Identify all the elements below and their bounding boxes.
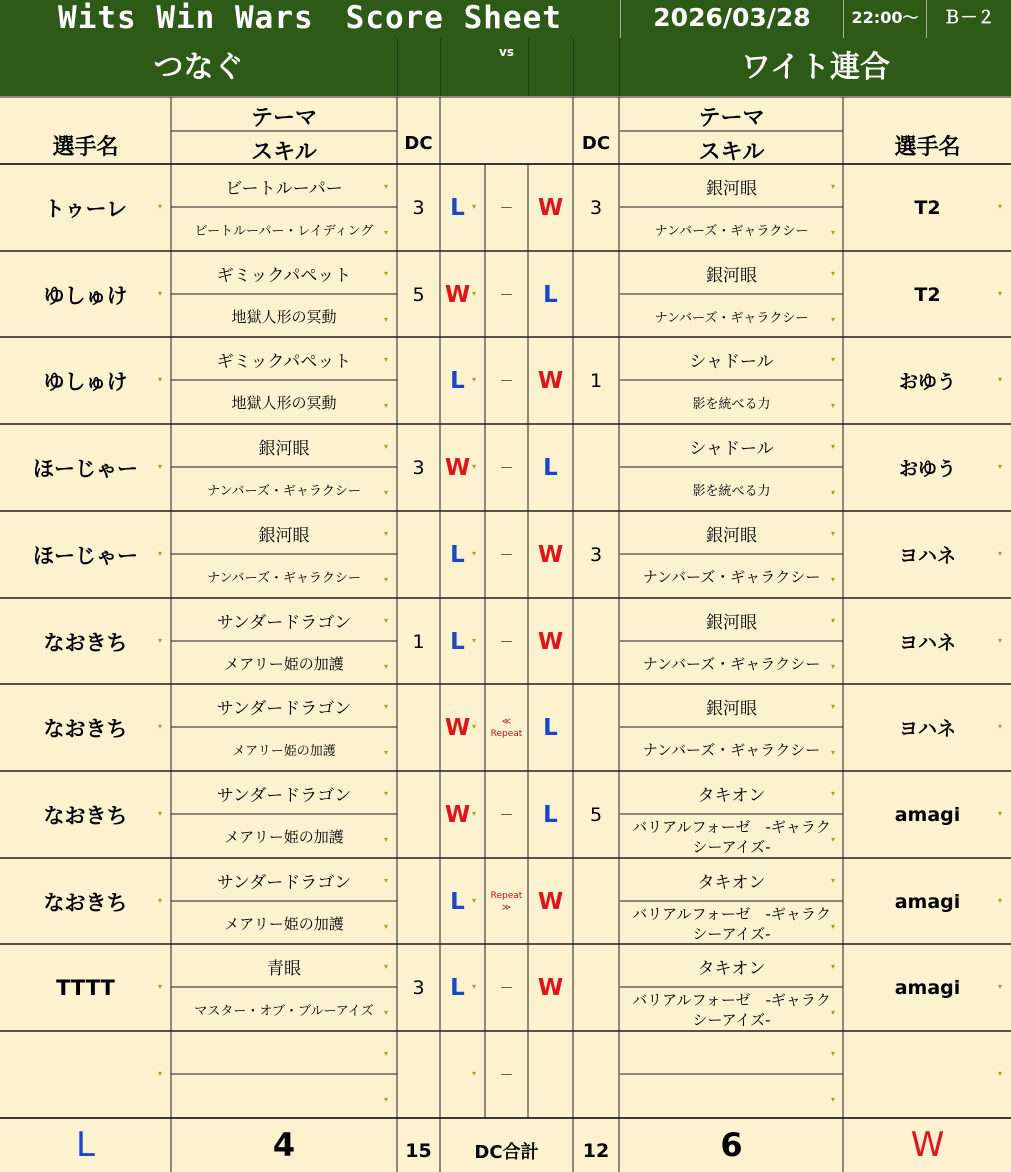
left-dc-cell[interactable]: 1 [412,630,425,653]
right-theme-cell[interactable]: タキオン [697,785,766,806]
right-dc-cell[interactable]: 3 [589,543,603,566]
right-skill-cell[interactable]: ナンバーズ・ギャラクシー [642,655,821,673]
repeat-marker: Repeat ≫ [490,890,523,913]
left-theme-header: テーマ [250,106,317,131]
left-skill-cell[interactable]: ナンバーズ・ギャラクシー [207,484,361,499]
team-bar [0,38,1011,96]
left-skill-cell[interactable]: 地獄人形の冥動 [231,308,337,326]
right-skill-cell[interactable]: ナンバーズ・ギャラクシー [654,224,809,239]
dropdown-arrow-icon[interactable]: ▾ [384,182,389,191]
left-total-wins: 4 [272,1126,296,1164]
right-result-cell[interactable]: W [537,367,564,394]
right-skill-header: スキル [698,140,765,165]
dropdown-arrow-icon[interactable]: ▾ [831,182,836,191]
dropdown-arrow-icon[interactable]: ▾ [384,401,389,410]
right-dc-cell[interactable] [573,251,619,338]
right-player-cell[interactable] [844,1031,1011,1118]
dropdown-arrow-icon[interactable]: ▾ [384,835,389,844]
right-dc-cell[interactable] [573,684,619,771]
right-skill-cell[interactable] [620,1075,843,1118]
right-theme-cell[interactable]: 銀河眼 [706,178,757,199]
dropdown-arrow-icon[interactable]: ▾ [831,616,836,625]
right-theme-cell[interactable]: タキオン [697,872,766,893]
left-player-cell[interactable]: なおきち [43,630,128,655]
dropdown-arrow-icon[interactable]: ▾ [998,461,1003,471]
dropdown-arrow-icon[interactable]: ▾ [998,981,1003,991]
left-result-cell[interactable]: L [450,974,465,1001]
right-skill-cell[interactable]: バリアルフォーゼ -ギャラクシーアイズ- [632,990,831,1029]
dropdown-arrow-icon[interactable]: ▾ [472,461,477,471]
dropdown-arrow-icon[interactable]: ▾ [158,1068,163,1078]
right-skill-cell[interactable]: 影を統べる力 [692,484,771,499]
right-skill-cell[interactable]: 影を統べる力 [692,397,771,412]
left-dc-cell[interactable]: 3 [412,196,425,219]
dropdown-arrow-icon[interactable]: ▾ [472,808,477,818]
left-player-cell[interactable]: ゆしゅけ [43,283,128,308]
left-result-cell[interactable]: W [444,714,471,741]
dropdown-arrow-icon[interactable]: ▾ [998,635,1003,645]
left-result-cell[interactable]: W [444,281,471,308]
left-dc-cell[interactable] [397,771,440,858]
match-separator: － [499,373,514,390]
dropdown-arrow-icon[interactable]: ▾ [831,488,836,497]
dropdown-arrow-icon[interactable]: ▾ [831,315,836,324]
dropdown-arrow-icon[interactable]: ▾ [831,702,836,711]
dropdown-arrow-icon[interactable]: ▾ [998,721,1003,731]
match-block: Ｂ－２ [943,8,995,28]
sheet-title: Wits Win Wars Score Sheet [58,0,562,36]
right-player-cell[interactable]: ヨハネ [898,632,956,654]
match-separator: － [499,287,514,304]
dropdown-arrow-icon[interactable]: ▾ [831,922,836,931]
right-skill-cell[interactable]: ナンバーズ・ギャラクシー [642,568,821,586]
dropdown-arrow-icon[interactable]: ▾ [384,269,389,278]
vs-label: vs [499,45,514,59]
match-separator: － [499,1067,514,1084]
dropdown-arrow-icon[interactable]: ▾ [158,461,163,471]
dropdown-arrow-icon[interactable]: ▾ [384,228,389,237]
dropdown-arrow-icon[interactable]: ▾ [384,789,389,798]
left-theme-cell[interactable]: ビートルーパー [225,178,343,199]
right-dc-cell[interactable]: 5 [589,803,603,826]
dropdown-arrow-icon[interactable]: ▾ [158,808,163,818]
match-separator: － [499,807,514,824]
left-skill-cell[interactable]: メアリー姫の加護 [224,915,344,933]
dropdown-arrow-icon[interactable]: ▾ [831,748,836,757]
dropdown-arrow-icon[interactable]: ▾ [831,789,836,798]
right-team-name: ワイト連合 [740,50,891,85]
dropdown-arrow-icon[interactable]: ▾ [384,575,389,584]
dropdown-arrow-icon[interactable]: ▾ [831,835,836,844]
right-theme-cell[interactable]: 銀河眼 [706,698,757,719]
left-player-cell[interactable]: トゥーレ [43,196,128,221]
left-result-cell[interactable]: L [450,888,465,915]
match-separator: － [499,980,514,997]
right-theme-cell[interactable]: シャドール [689,351,774,372]
right-dc-cell[interactable]: 1 [589,369,603,392]
dropdown-arrow-icon[interactable]: ▾ [158,635,163,645]
dropdown-arrow-icon[interactable]: ▾ [831,401,836,410]
left-dc-cell[interactable]: 3 [412,976,425,999]
right-theme-cell[interactable]: シャドール [689,438,774,459]
right-final-result: W [910,1125,945,1165]
left-dc-total: 15 [405,1140,432,1162]
dropdown-arrow-icon[interactable]: ▾ [384,662,389,671]
match-separator: － [499,200,514,217]
left-player-cell[interactable]: なおきち [43,716,128,741]
dropdown-arrow-icon[interactable]: ▾ [384,616,389,625]
dropdown-arrow-icon[interactable]: ▾ [384,488,389,497]
left-result-cell[interactable]: L [450,194,465,221]
dropdown-arrow-icon[interactable]: ▾ [384,1095,389,1104]
left-player-cell[interactable]: TTTT [56,975,115,1000]
left-skill-cell[interactable]: マスター・オブ・ブルーアイズ [194,1004,374,1019]
dropdown-arrow-icon[interactable]: ▾ [472,981,477,991]
dropdown-arrow-icon[interactable]: ▾ [384,748,389,757]
left-result-cell[interactable]: W [444,454,471,481]
right-dc-cell[interactable] [573,858,619,945]
right-dc-cell[interactable] [573,598,619,685]
right-dc-cell[interactable] [573,1031,619,1118]
right-player-cell[interactable]: おゆう [898,458,956,480]
dropdown-arrow-icon[interactable]: ▾ [472,374,477,384]
dropdown-arrow-icon[interactable]: ▾ [831,355,836,364]
right-theme-header: テーマ [698,106,765,131]
dropdown-arrow-icon[interactable]: ▾ [384,315,389,324]
dropdown-arrow-icon[interactable]: ▾ [472,288,477,298]
right-skill-cell[interactable]: バリアルフォーゼ -ギャラクシーアイズ- [632,817,831,856]
dropdown-arrow-icon[interactable]: ▾ [158,288,163,298]
left-team-name: つなぐ [153,50,244,85]
left-dc-cell[interactable]: 5 [412,283,425,306]
right-result-cell[interactable] [528,1031,573,1118]
dropdown-arrow-icon[interactable]: ▾ [998,201,1003,211]
left-theme-cell[interactable]: サンダードラゴン [216,698,352,719]
right-player-cell[interactable]: ヨハネ [898,545,956,567]
dropdown-arrow-icon[interactable]: ▾ [158,721,163,731]
left-theme-cell[interactable]: ギミックパペット [216,351,352,372]
right-result-cell[interactable]: W [537,628,564,655]
right-dc-cell[interactable]: 3 [589,196,603,219]
left-theme-cell[interactable]: サンダードラゴン [216,872,352,893]
left-player-cell[interactable]: なおきち [43,803,128,828]
dropdown-arrow-icon[interactable]: ▾ [831,442,836,451]
dropdown-arrow-icon[interactable]: ▾ [831,1095,836,1104]
right-result-cell[interactable]: W [537,541,564,568]
right-result-cell[interactable]: L [543,454,558,481]
right-player-cell[interactable]: T2 [914,196,941,219]
dropdown-arrow-icon[interactable]: ▾ [998,374,1003,384]
right-total-wins: 6 [720,1126,743,1164]
right-dc-total: 12 [582,1140,610,1162]
right-result-cell[interactable]: W [537,194,564,221]
dropdown-arrow-icon[interactable]: ▾ [472,721,477,731]
right-skill-cell[interactable]: ナンバーズ・ギャラクシー [654,311,809,326]
right-dc-header: DC [581,133,611,154]
dropdown-arrow-icon[interactable]: ▾ [472,635,477,645]
left-player-cell[interactable]: ほーじゃー [33,543,138,568]
right-theme-cell[interactable]: タキオン [697,958,766,979]
dc-total-label: DC合計 [474,1142,539,1163]
right-dc-cell[interactable] [573,944,619,1031]
left-theme-cell[interactable]: 銀河眼 [258,525,310,546]
left-theme-cell[interactable]: サンダードラゴン [216,612,352,633]
left-theme-cell[interactable]: サンダードラゴン [216,785,352,806]
dropdown-arrow-icon[interactable]: ▾ [998,808,1003,818]
dropdown-arrow-icon[interactable]: ▾ [472,1068,477,1078]
dropdown-arrow-icon[interactable]: ▾ [384,1008,389,1017]
dropdown-arrow-icon[interactable]: ▾ [384,442,389,451]
dropdown-arrow-icon[interactable]: ▾ [831,1049,836,1058]
left-dc-header: DC [404,133,433,154]
left-dc-cell[interactable]: 3 [412,456,425,479]
right-player-cell[interactable]: amagi [894,803,961,826]
right-result-cell[interactable]: W [537,888,564,915]
right-theme-cell[interactable]: 銀河眼 [706,612,757,633]
right-skill-cell[interactable]: バリアルフォーゼ -ギャラクシーアイズ- [632,904,831,943]
dropdown-arrow-icon[interactable]: ▾ [158,981,163,991]
dropdown-arrow-icon[interactable]: ▾ [158,201,163,211]
left-skill-cell[interactable]: 地獄人形の冥動 [231,394,337,412]
dropdown-arrow-icon[interactable]: ▾ [831,662,836,671]
right-result-cell[interactable]: L [543,281,558,308]
left-result-cell[interactable] [440,1031,475,1118]
right-result-cell[interactable]: L [543,714,558,741]
right-player-cell[interactable]: おゆう [898,371,956,393]
left-skill-cell[interactable]: メアリー姫の加護 [224,655,344,673]
dropdown-arrow-icon[interactable]: ▾ [384,355,389,364]
dropdown-arrow-icon[interactable]: ▾ [831,529,836,538]
left-final-result: L [76,1125,95,1165]
dropdown-arrow-icon[interactable]: ▾ [831,228,836,237]
dropdown-arrow-icon[interactable]: ▾ [831,575,836,584]
dropdown-arrow-icon[interactable]: ▾ [831,876,836,885]
match-separator: － [499,634,514,651]
right-player-header: 選手名 [894,135,961,160]
left-player-cell[interactable] [0,1031,171,1118]
left-theme-cell[interactable]: ギミックパペット [216,265,352,286]
left-player-cell[interactable]: なおきち [43,890,128,915]
right-theme-cell[interactable]: 銀河眼 [706,525,757,546]
right-result-cell[interactable]: L [543,801,558,828]
dropdown-arrow-icon[interactable]: ▾ [384,702,389,711]
dropdown-arrow-icon[interactable]: ▾ [831,1008,836,1017]
right-player-cell[interactable]: T2 [914,283,941,306]
right-skill-cell[interactable]: ナンバーズ・ギャラクシー [642,741,821,759]
left-result-cell[interactable]: W [444,801,471,828]
left-dc-cell[interactable] [397,858,440,945]
repeat-marker: ≪ Repeat [490,716,523,739]
dropdown-arrow-icon[interactable]: ▾ [998,895,1003,905]
left-result-cell[interactable]: L [450,628,465,655]
left-dc-cell[interactable] [397,511,440,598]
match-date: 2026/03/28 [653,3,811,32]
left-result-cell[interactable]: L [450,367,465,394]
dropdown-arrow-icon[interactable]: ▾ [472,895,477,905]
right-theme-cell[interactable]: 銀河眼 [706,265,757,286]
right-dc-cell[interactable] [573,424,619,511]
dropdown-arrow-icon[interactable]: ▾ [831,962,836,971]
left-skill-header: スキル [251,140,317,165]
left-result-cell[interactable]: L [450,541,465,568]
dropdown-arrow-icon[interactable]: ▾ [998,1068,1003,1078]
dropdown-arrow-icon[interactable]: ▾ [158,374,163,384]
left-skill-cell[interactable]: ナンバーズ・ギャラクシー [207,571,361,586]
left-player-cell[interactable]: ほーじゃー [33,456,138,481]
right-player-cell[interactable]: ヨハネ [898,718,956,740]
left-skill-cell[interactable]: メアリー姫の加護 [232,744,336,759]
dropdown-arrow-icon[interactable]: ▾ [158,548,163,558]
left-skill-cell[interactable]: ビートルーパー・レイディング [194,224,374,239]
right-result-cell[interactable]: W [537,974,564,1001]
dropdown-arrow-icon[interactable]: ▾ [831,269,836,278]
left-player-header: 選手名 [52,135,119,160]
left-dc-cell[interactable] [397,1031,440,1118]
left-theme-cell[interactable]: 銀河眼 [258,438,310,459]
dropdown-arrow-icon[interactable]: ▾ [472,548,477,558]
right-player-cell[interactable]: amagi [894,976,961,999]
dropdown-arrow-icon[interactable]: ▾ [472,201,477,211]
left-skill-cell[interactable]: メアリー姫の加護 [224,828,344,846]
dropdown-arrow-icon[interactable]: ▾ [384,962,389,971]
left-dc-cell[interactable] [397,684,440,771]
left-dc-cell[interactable] [397,337,440,424]
dropdown-arrow-icon[interactable]: ▾ [384,529,389,538]
dropdown-arrow-icon[interactable]: ▾ [158,895,163,905]
dropdown-arrow-icon[interactable]: ▾ [998,548,1003,558]
right-player-cell[interactable]: amagi [894,890,961,913]
match-separator: － [499,547,514,564]
match-time: 22:00〜 [851,8,919,27]
left-theme-cell[interactable] [171,1031,397,1075]
match-separator: － [499,460,514,477]
left-player-cell[interactable]: ゆしゅけ [43,369,128,394]
dropdown-arrow-icon[interactable]: ▾ [384,876,389,885]
left-theme-cell[interactable]: 青眼 [267,958,301,979]
dropdown-arrow-icon[interactable]: ▾ [384,1049,389,1058]
dropdown-arrow-icon[interactable]: ▾ [384,922,389,931]
left-skill-cell[interactable] [171,1075,397,1118]
right-theme-cell[interactable] [620,1031,843,1075]
dropdown-arrow-icon[interactable]: ▾ [998,288,1003,298]
